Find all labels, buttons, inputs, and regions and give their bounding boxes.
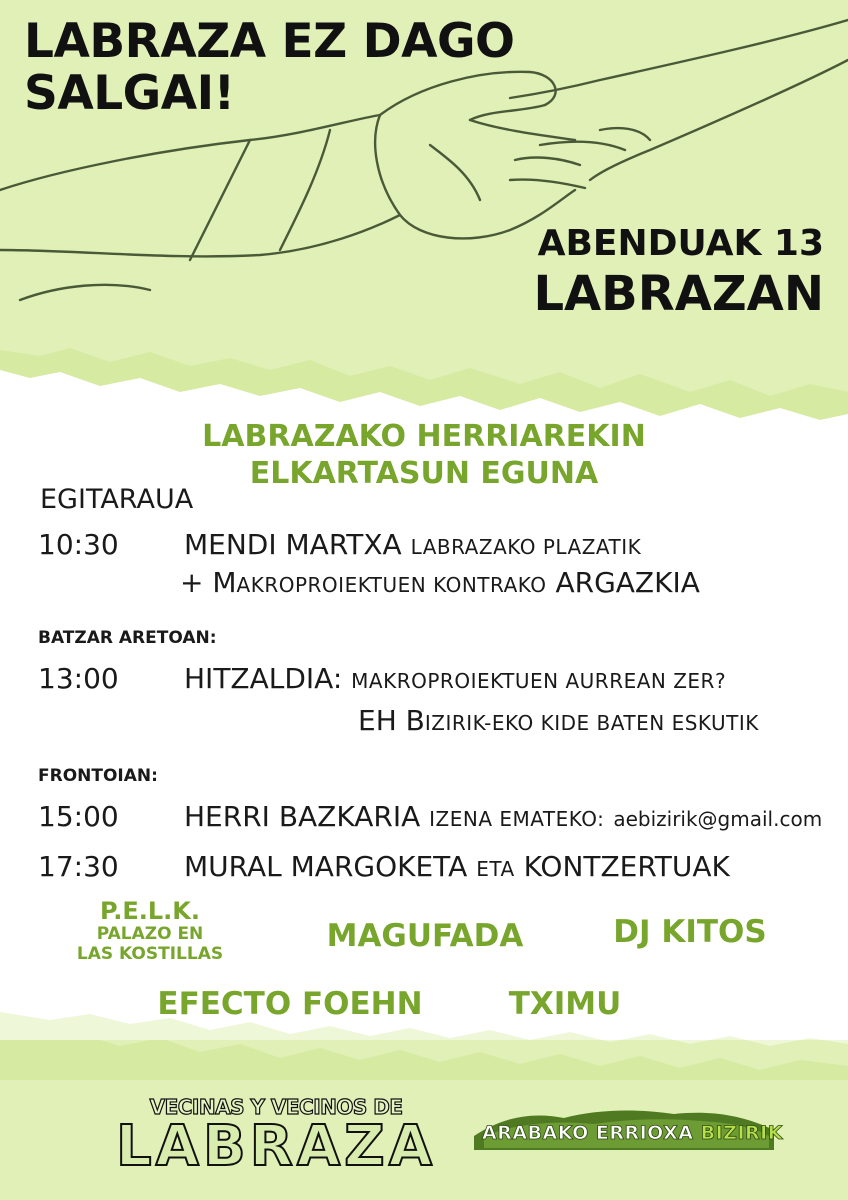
schedule-item-1	[184, 528, 641, 561]
logo-right-main: ARABAKO ERRIOXA	[482, 1122, 694, 1144]
logo-vecinos-labraza	[116, 1095, 437, 1179]
schedule-time-3: 15:00	[38, 800, 119, 833]
band-tximu: TXIMU	[508, 986, 622, 1022]
schedule-item-1-line2-big: ARGAZKIA	[555, 566, 700, 599]
program-label: EGITARAUA	[40, 484, 194, 515]
date-line-2: LABRAZAN	[533, 266, 824, 322]
date-line-1: ABENDUAK 13	[537, 223, 824, 264]
schedule-time-1: 10:30	[38, 528, 119, 561]
event-subtitle	[0, 418, 848, 492]
schedule-item-4-detail: ETA	[476, 857, 515, 881]
schedule-item-2-line2-small: IZIRIK-EKO KIDE BATEN ESKUTIK	[424, 711, 759, 735]
band-pelk-line2: LAS KOSTILLAS	[76, 944, 224, 964]
band-pelk	[60, 898, 240, 964]
title-line-2: SALGAI!	[24, 66, 235, 121]
schedule-item-4-title2: KONTZERTUAK	[523, 850, 730, 883]
schedule-item-2	[184, 662, 726, 695]
subtitle-line-1: LABRAZAKO HERRIAREKIN	[202, 419, 646, 454]
band-dj-kitos: DJ KITOS	[613, 914, 767, 950]
place-frontoian: FRONTOIAN:	[38, 766, 158, 786]
schedule-item-3-title: HERRI BAZKARIA	[184, 800, 421, 833]
schedule-item-1-title: MENDI MARTXA	[184, 528, 402, 561]
schedule-time-4: 17:30	[38, 850, 119, 883]
logo-left-line1: VECINAS Y VECINOS DE	[149, 1095, 403, 1119]
schedule-time-2: 13:00	[38, 662, 119, 695]
band-pelk-line1: PALAZO EN	[96, 924, 204, 944]
schedule-item-2-line2	[358, 704, 759, 737]
title-line-1: LABRAZA EZ DAGO	[24, 14, 515, 69]
band-magufada: MAGUFADA	[326, 918, 524, 954]
schedule-item-1-line2	[180, 566, 700, 599]
subtitle-line-2: ELKARTASUN EGUNA	[249, 456, 599, 491]
band-pelk-short: P.E.L.K.	[100, 897, 200, 925]
schedule-item-2-detail: MAKROPROIEKTUEN AURREAN ZER?	[351, 669, 727, 693]
logo-left-line2: LABRAZA	[116, 1114, 437, 1179]
schedule-item-4-title: MURAL MARGOKETA	[184, 850, 468, 883]
place-batzar-aretoan: BATZAR ARETOAN:	[38, 628, 217, 648]
schedule-item-2-title: HITZALDIA:	[184, 662, 343, 695]
band-efecto-foehn: EFECTO FOEHN	[157, 986, 423, 1022]
schedule-item-3-detail: IZENA EMATEKO:	[429, 807, 605, 831]
logo-arabako-errioxa-bizirik	[474, 1106, 783, 1154]
schedule-item-2-line2-prefix: EH B	[358, 704, 425, 737]
schedule-item-3	[184, 800, 822, 833]
schedule-item-1-line2-small: AKROPROIEKTUEN KONTRAKO	[236, 573, 547, 597]
schedule-item-1-detail: LABRAZAKO PLAZATIK	[410, 535, 642, 559]
poster-title	[24, 16, 515, 120]
schedule-item-3-email[interactable]: aebizirik@gmail.com	[613, 807, 823, 831]
logo-right-text	[482, 1122, 783, 1144]
schedule-item-4	[184, 850, 730, 883]
event-date	[533, 222, 824, 322]
schedule-item-1-line2-prefix: + M	[180, 566, 237, 599]
logo-right-accent: BIZIRIK	[700, 1122, 783, 1144]
